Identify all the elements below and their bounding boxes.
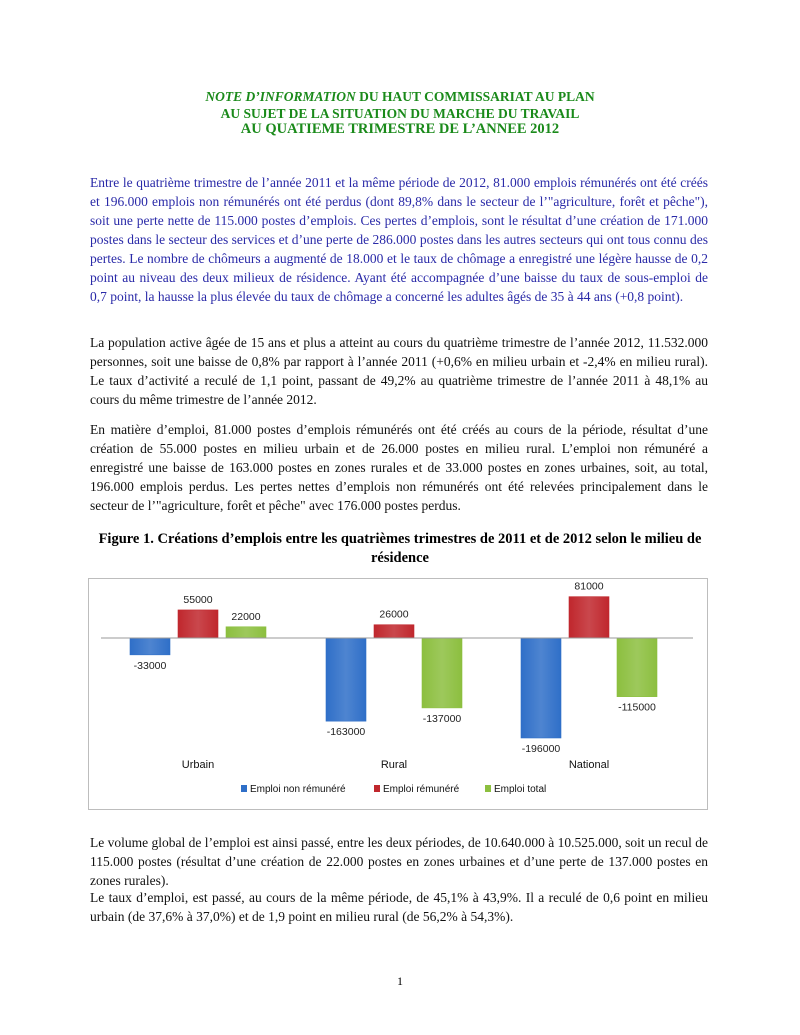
- taux-paragraph: Le taux d’emploi, est passé, au cours de la même période, de 45,1% à 43,9%. Il a reculé de 0,6 point en milieu urbain (de 37,6% à 37,0%) et de 1,9 point en milieu rural (de 56,2% à 54,3%).: [90, 890, 708, 924]
- data-label-0-1: -163000: [326, 726, 366, 739]
- bar-2-0: [226, 627, 266, 638]
- intro-paragraph: Entre le quatrième trimestre de l’année 2011 et la même période de 2012, 81.000 emplois rémunérés ont été créés et 196.000 emplois non rémunérés ont été perdus (dont 89,8% dans le secteur de l’"agriculture, forêt et pêche"), soit une perte nette de 115.000 postes d’emplois. Ces pertes d’emplois, sont le résultat d’une création de 171.000 postes dans le secteur des services et d’une perte de 286.000 postes dans les autres secteurs qui ont tous connu des pertes. Le nombre de chômeurs a augmenté de 18.000 et le taux de chômage a enregistré une légère hausse de 0,2 point au niveau des deux milieux de résidence. Ayant été accompagnée d’une baisse du taux de sous-emploi de 0,7 point, la hausse la plus élevée du taux de chômage a concerné les adultes âgés de 35 à 44 ans (+0,8 point).: [90, 175, 708, 304]
- header-line-1-italic: NOTE D’INFORMATION: [205, 89, 356, 104]
- legend-swatch-1: [374, 785, 380, 792]
- figure-title: Figure 1. Créations d’emplois entre les quatrièmes trimestres de 2011 et de 2012 selon le milieu de résidence: [98, 531, 702, 566]
- header-line-1: [0, 89, 800, 105]
- data-label-2-1: -137000: [422, 712, 462, 725]
- chart-frame: [88, 578, 708, 810]
- data-label-1-2: 81000: [574, 580, 604, 593]
- data-label-1-0: 55000: [183, 593, 213, 606]
- legend-swatch-2: [485, 785, 491, 792]
- population-paragraph: La population active âgée de 15 ans et plus a atteint au cours du quatrième trimestre de l’année 2012, 11.532.000 personnes, soit une baisse de 0,8% par rapport à l’année 2011 (+0,6% en milieu urbain et -2,4% en milieu rural). Le taux d’activité a reculé de 1,1 point, passant de 49,2% au quatrième trimestre de l’année 2011 à 48,1% au cours du même trimestre de l’année 2012.: [90, 335, 708, 407]
- bar-chart: [89, 579, 707, 809]
- legend-label-0: Emploi non rémunéré: [250, 784, 346, 795]
- data-label-0-0: -33000: [133, 659, 167, 672]
- emploi-paragraph: En matière d’emploi, 81.000 postes d’emplois rémunérés ont été créés au cours de la période, résultat d’une création de 55.000 postes en milieu urbain et de 26.000 postes en milieu rural. L’emploi non rémunéré a enregistré une baisse de 163.000 postes en zones rurales et de 33.000 postes en zones urbaines, soit, au total, 196.000 emplois perdus. Les pertes nettes d’emplois non rémunérés ont été relevées principalement dans le secteur de l’"agriculture, forêt et pêche" avec 176.000 postes perdus.: [90, 422, 708, 513]
- bar-0-0: [130, 638, 170, 655]
- data-label-1-1: 26000: [379, 608, 409, 621]
- legend-label-2: Emploi total: [494, 784, 547, 795]
- bar-1-2: [569, 597, 609, 638]
- header-line-2: AU SUJET DE LA SITUATION DU MARCHE DU TRAVAIL: [220, 106, 580, 121]
- bar-2-2: [617, 638, 657, 697]
- legend-swatch-0: [241, 785, 247, 792]
- bar-2-1: [422, 638, 462, 708]
- bar-1-0: [178, 610, 218, 638]
- bar-0-2: [521, 638, 561, 738]
- bar-1-1: [374, 625, 414, 638]
- page-number: 1: [397, 974, 403, 988]
- header-line-1-rest: DU HAUT COMMISSARIAT AU PLAN: [355, 89, 595, 104]
- volume-paragraph: Le volume global de l’emploi est ainsi passé, entre les deux périodes, de 10.640.000 à 10.525.000, soit un recul de 115.000 postes (résultat d’une création de 22.000 postes en zones urbaines et d’une perte de 137.000 postes en zones rurales).: [90, 835, 708, 888]
- category-label-1: Rural: [380, 759, 408, 771]
- data-label-0-2: -196000: [521, 743, 561, 755]
- bar-0-1: [326, 638, 366, 721]
- data-label-2-0: 22000: [231, 610, 261, 623]
- legend-label-1: Emploi rémunéré: [383, 784, 460, 795]
- category-label-2: National: [568, 759, 610, 771]
- data-label-2-2: -115000: [618, 701, 656, 714]
- category-label-0: Urbain: [181, 759, 215, 771]
- header-line-3: AU QUATIEME TRIMESTRE DE L’ANNEE 2012: [240, 121, 560, 137]
